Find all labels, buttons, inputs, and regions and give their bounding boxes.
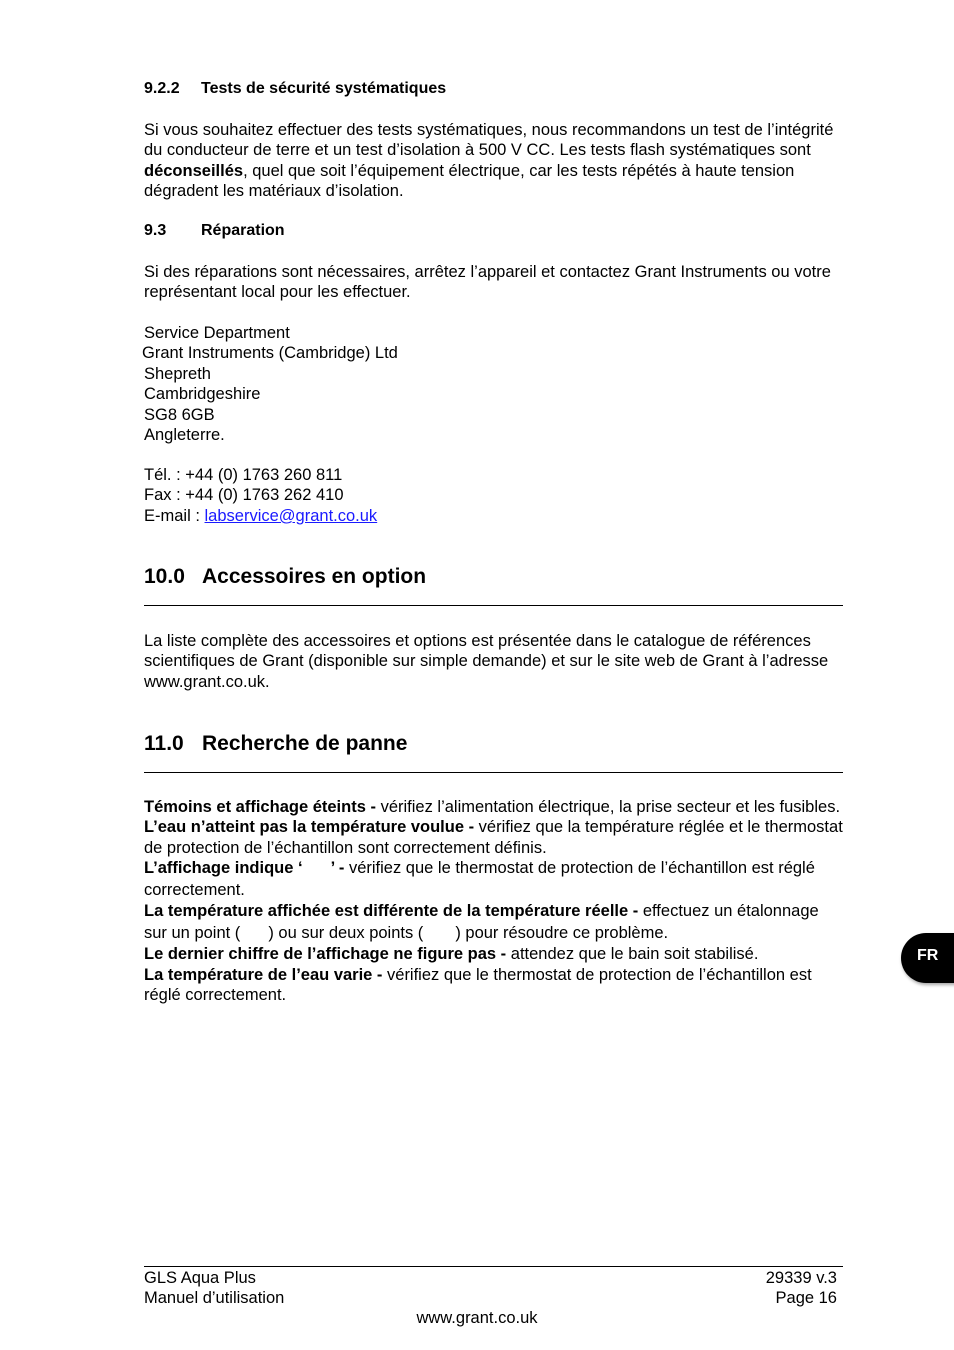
footer-product: GLS Aqua Plus bbox=[144, 1269, 256, 1287]
heading-10-0 bbox=[144, 565, 426, 589]
solution-text: vérifiez que le thermostat de protection de l’échantillon est réglé correctement. bbox=[144, 859, 815, 899]
solution-text: ) pour résoudre ce problème. bbox=[455, 923, 669, 942]
heading-9-3 bbox=[144, 221, 844, 241]
paragraph-repair: Si des réparations sont nécessaires, arrêtez l’appareil et contactez Grant Instruments ou votre représentant local pour les effectuer. bbox=[144, 263, 831, 302]
problem-text: ’ - bbox=[330, 859, 349, 878]
language-tab-fr bbox=[901, 933, 954, 983]
section-title: Tests de sécurité systématiques bbox=[201, 80, 447, 97]
address-line: Grant Instruments (Cambridge) Ltd bbox=[142, 344, 398, 363]
footer-left bbox=[144, 1268, 284, 1309]
troubleshooting-item bbox=[144, 901, 844, 944]
heading-11-0 bbox=[144, 732, 407, 756]
fax-number: Fax : +44 (0) 1763 262 410 bbox=[144, 486, 344, 505]
solution-text: ) ou sur deux points ( bbox=[268, 923, 424, 942]
section-number: 9.2.2 bbox=[144, 80, 180, 97]
footer-doc-version: 29339 v.3 bbox=[765, 1269, 837, 1287]
address-line: Cambridgeshire bbox=[144, 385, 261, 404]
solution-text: vérifiez que le thermostat de protection de l’échantillon est réglé correctement. bbox=[144, 965, 812, 1005]
problem-text: Le dernier chiffre de l’affichage ne figure pas - bbox=[144, 945, 511, 964]
section-title: Réparation bbox=[201, 222, 285, 239]
problem-text: L’affichage indique ‘ bbox=[144, 859, 303, 878]
section-title: Recherche de panne bbox=[202, 732, 408, 755]
section-divider bbox=[144, 605, 843, 606]
emphasis-text: déconseillés bbox=[144, 161, 244, 180]
troubleshooting-item bbox=[144, 858, 844, 901]
section-number: 10.0 bbox=[144, 565, 185, 588]
paragraph-text: Si vous souhaitez effectuer des tests systématiques, nous recommandons un test de l’intégrité du conducteur de terre et un test d’isolation à 500 V CC. Les tests flash systématiques sont bbox=[144, 121, 834, 160]
language-tab-label: FR bbox=[917, 947, 939, 964]
problem-text: L’eau n’atteint pas la température voulue - bbox=[144, 818, 479, 837]
section-title: Accessoires en option bbox=[202, 565, 427, 588]
footer-right bbox=[766, 1268, 837, 1309]
section-number: 9.3 bbox=[144, 222, 167, 239]
troubleshooting-item bbox=[144, 797, 844, 817]
paragraph-safety-tests bbox=[144, 120, 844, 202]
heading-9-2-2 bbox=[144, 79, 844, 99]
footer-page-number: Page 16 bbox=[775, 1289, 837, 1308]
address-line: SG8 6GB bbox=[144, 405, 215, 424]
footer-divider bbox=[144, 1266, 843, 1267]
solution-text: effectuez un étalonnage sur un point ( bbox=[144, 902, 819, 942]
troubleshooting-item bbox=[144, 944, 844, 964]
troubleshooting-list bbox=[144, 797, 844, 1005]
solution-text: vérifiez que la température réglée et le thermostat de protection de l’échantillon sont correctement définis. bbox=[144, 818, 843, 857]
address-line: Service Department bbox=[144, 324, 290, 342]
email-label: E-mail : bbox=[144, 506, 205, 525]
troubleshooting-item bbox=[144, 965, 844, 1006]
address-line: Shepreth bbox=[144, 364, 211, 383]
problem-text: La température affichée est différente de la température réelle - bbox=[144, 902, 643, 921]
address-line: Angleterre. bbox=[144, 426, 225, 445]
problem-text: Témoins et affichage éteints - bbox=[144, 798, 381, 816]
solution-text: attendez que le bain soit stabilisé. bbox=[510, 945, 759, 964]
section-number: 11.0 bbox=[144, 732, 184, 755]
address-block bbox=[144, 323, 844, 445]
solution-text: vérifiez l’alimentation électrique, la prise secteur et les fusibles. bbox=[380, 798, 841, 816]
footer-manual: Manuel d’utilisation bbox=[144, 1289, 285, 1308]
email-link[interactable]: labservice@grant.co.uk bbox=[204, 506, 378, 525]
phone-number: Tél. : +44 (0) 1763 260 811 bbox=[144, 466, 343, 484]
email-line bbox=[144, 506, 844, 526]
troubleshooting-item bbox=[144, 817, 844, 858]
paragraph-accessories: La liste complète des accessoires et options est présentée dans le catalogue de références scientifiques de Grant (disponible sur simple demande) et sur le site web de Grant à l’adresse www.grant.co.uk. bbox=[144, 632, 829, 691]
footer-website: www.grant.co.uk bbox=[416, 1309, 538, 1327]
contact-block bbox=[144, 465, 844, 526]
paragraph-text: , quel que soit l’équipement électrique, car les tests répétés à haute tension dégradent les matériaux d’isolation. bbox=[144, 161, 795, 201]
problem-text: La température de l’eau varie - bbox=[144, 965, 388, 984]
section-divider bbox=[144, 772, 843, 773]
